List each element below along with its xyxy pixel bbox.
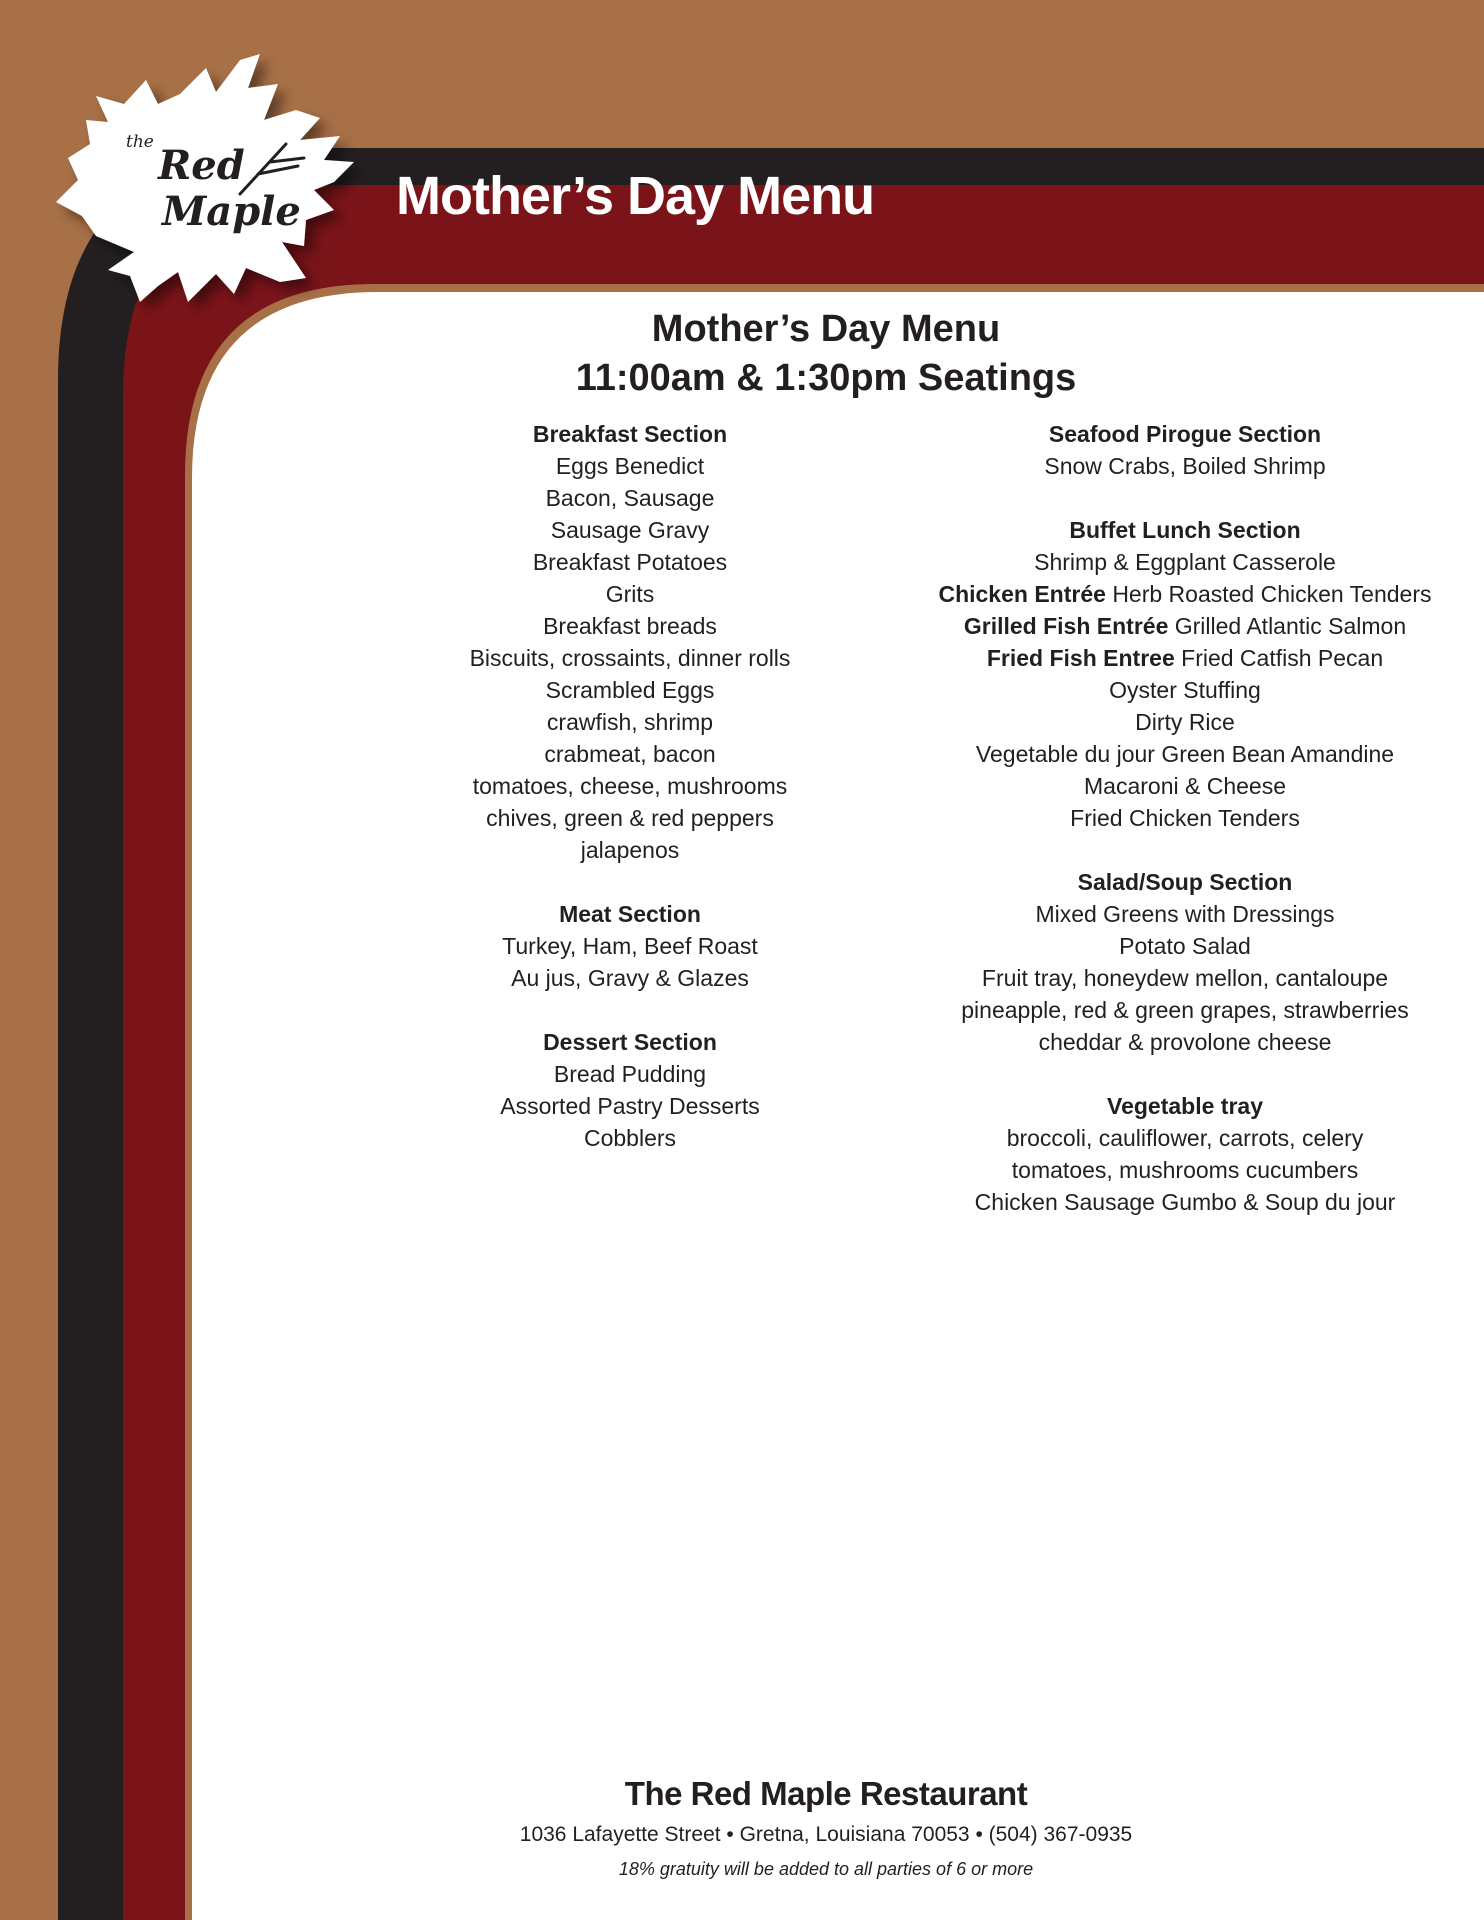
entree-value: Grilled Atlantic Salmon [1174,613,1407,639]
entree-value: Fried Catfish Pecan [1181,645,1384,671]
entree-label: Grilled Fish Entrée [963,613,1169,639]
menu-item: Shrimp & Eggplant Casserole [1034,549,1336,575]
meat-section [410,898,850,994]
footer [190,1775,1462,1880]
section-title: Buffet Lunch Section [1069,517,1301,543]
right-menu-column [835,418,1484,1250]
menu-item: Oyster Stuffing [1109,677,1261,703]
entree-value: Herb Roasted Chicken Tenders [1112,581,1432,607]
menu-item: crawfish, shrimp [546,709,714,735]
menu-item: tomatoes, mushrooms cucumbers [1011,1157,1359,1183]
menu-content [190,295,1484,1920]
banner-title: Mother’s Day Menu [396,166,875,226]
entree-label: Fried Fish Entree [986,645,1175,671]
menu-item: Cobblers [583,1125,677,1151]
menu-item: broccoli, cauliflower, carrots, celery [1006,1125,1364,1151]
menu-item: Eggs Benedict [555,453,705,479]
menu-item: Fried Chicken Tenders [1070,805,1300,831]
menu-item: Grits [605,581,655,607]
menu-item: Au jus, Gravy & Glazes [511,965,749,991]
vegetable-tray-section [835,1090,1484,1218]
menu-item-chicken-entree [835,578,1484,610]
menu-item: Chicken Sausage Gumbo & Soup du jour [974,1189,1396,1215]
buffet-section [835,514,1484,834]
logo-branch-icon [238,136,308,196]
menu-item: Potato Salad [1119,933,1251,959]
seafood-section [835,418,1484,482]
menu-item: Macaroni & Cheese [1084,773,1286,799]
section-title: Salad/Soup Section [1077,869,1293,895]
section-title: Meat Section [559,901,701,927]
menu-item: Breakfast breads [543,613,717,639]
left-menu-column [410,418,850,1186]
menu-item: Turkey, Ham, Beef Roast [502,933,758,959]
entree-label: Chicken Entrée [938,581,1106,607]
dessert-section [410,1026,850,1154]
menu-item: Mixed Greens with Dressings [1035,901,1335,927]
menu-item-fried-fish-entree [835,642,1484,674]
menu-item: Scrambled Eggs [545,677,715,703]
page-title-line1: Mother’s Day Menu [651,308,1001,350]
section-title: Breakfast Section [532,421,728,447]
page-title-line2: 11:00am & 1:30pm Seatings [575,357,1077,399]
menu-item: crabmeat, bacon [544,741,716,767]
logo-text-the: the [126,132,154,152]
menu-item: Biscuits, crossaints, dinner rolls [469,645,791,671]
salad-soup-section [835,866,1484,1058]
section-title: Vegetable tray [1107,1093,1263,1119]
menu-item: Snow Crabs, Boiled Shrimp [1044,453,1326,479]
section-title: Seafood Pirogue Section [1048,421,1322,447]
menu-item: Breakfast Potatoes [532,549,728,575]
menu-item: tomatoes, cheese, mushrooms [472,773,788,799]
restaurant-address: 1036 Lafayette Street • Gretna, Louisiana 70053 • (504) 367-0935 [519,1823,1133,1846]
logo-text-red: Red [158,142,245,189]
menu-item: jalapenos [580,837,680,863]
gratuity-note: 18% gratuity will be added to all parties of 6 or more [618,1859,1034,1879]
menu-item: Fruit tray, honeydew mellon, cantaloupe [981,965,1389,991]
section-title: Dessert Section [543,1029,717,1055]
menu-item: Dirty Rice [1135,709,1235,735]
logo-text-maple: Maple [162,188,301,235]
menu-item-grilled-fish-entree [835,610,1484,642]
menu-item: Vegetable du jour Green Bean Amandine [975,741,1395,767]
menu-item: Bacon, Sausage [545,485,715,511]
menu-item: Sausage Gravy [550,517,710,543]
page-title [190,305,1462,403]
menu-item: Assorted Pastry Desserts [500,1093,760,1119]
restaurant-name: The Red Maple Restaurant [624,1775,1028,1812]
breakfast-section [410,418,850,866]
menu-item: cheddar & provolone cheese [1038,1029,1332,1055]
menu-item: pineapple, red & green grapes, strawberries [961,997,1409,1023]
menu-item: Bread Pudding [553,1061,707,1087]
menu-item: chives, green & red peppers [486,805,774,831]
